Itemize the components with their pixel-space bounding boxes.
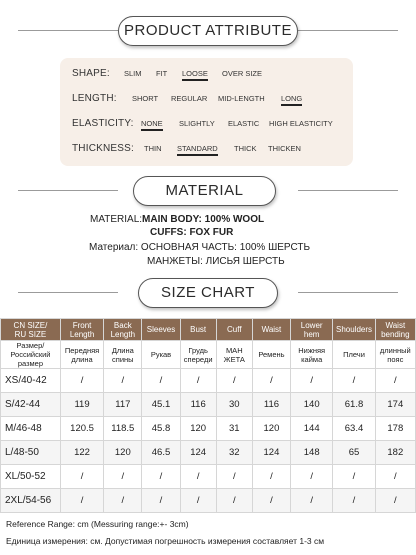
measurement-cell: / [60,465,103,489]
column-header-ru: Рукав [142,341,180,369]
measurement-cell: / [180,489,216,513]
header-row-en [1,319,416,341]
table-row [1,417,416,441]
material-en-main-value: MAIN BODY: 100% WOOL [142,214,265,225]
measurement-cell: 61.8 [333,393,375,417]
material-ru-main [89,242,310,253]
size-cell: 2XL/54-56 [1,489,61,513]
column-header: Sleeves [142,319,180,341]
column-header-ru: Грудь спереди [180,341,216,369]
column-header: Waist [252,319,290,341]
measurement-cell: / [60,369,103,393]
attribute-label: LENGTH: [72,92,117,104]
column-header: Back Length [104,319,142,341]
measurement-cell: 124 [180,441,216,465]
attribute-option: SLIGHTLY [179,118,215,128]
measurement-cell: / [333,369,375,393]
header-row-ru [1,341,416,369]
attribute-option: REGULAR [171,93,208,103]
measurement-cell: / [333,489,375,513]
reference-range-en: Reference Range: cm (Messuring range:+- 3cm) [6,519,189,529]
measurement-cell: / [216,489,252,513]
material-ru-main-value: ОСНОВНАЯ ЧАСТЬ: 100% ШЕРСТЬ [140,242,311,253]
material-en-label: MATERIAL: [90,214,143,225]
table-row [1,369,416,393]
column-header-ru: Размер/ Российский размер [1,341,61,369]
measurement-cell: 117 [104,393,142,417]
measurement-cell: 120 [180,417,216,441]
measurement-cell: 174 [375,393,415,417]
column-header: Cuff [216,319,252,341]
measurement-cell: / [142,369,180,393]
size-cell: M/46-48 [1,417,61,441]
attribute-option: OVER SIZE [222,68,263,78]
measurement-cell: / [375,465,415,489]
measurement-cell: / [291,465,333,489]
measurement-cell: 120 [104,441,142,465]
measurement-cell: / [291,489,333,513]
attribute-section-header [0,16,416,46]
measurement-cell: 116 [252,393,290,417]
measurement-cell: 63.4 [333,417,375,441]
measurement-cell: 120.5 [60,417,103,441]
measurement-cell: / [104,465,142,489]
measurement-cell: 124 [252,441,290,465]
measurement-cell: 30 [216,393,252,417]
material-ru-label: Материал: [89,242,139,253]
attribute-label: THICKNESS: [72,142,135,154]
attribute-row-elasticity [72,116,333,130]
measurement-cell: 148 [291,441,333,465]
table-row [1,489,416,513]
header-rule-right [298,30,398,31]
measurement-cell: 118.5 [104,417,142,441]
material-en-cuffs-value: CUFFS: FOX FUR [150,227,234,238]
attribute-row-length [72,91,303,105]
table-row [1,441,416,465]
attribute-option: MID-LENGTH [218,93,265,103]
measurement-cell: 140 [291,393,333,417]
measurement-cell: 119 [60,393,103,417]
measurement-cell: 45.8 [142,417,180,441]
material-ru-cuffs-value: МАНЖЕТЫ: ЛИСЬЯ ШЕРСТЬ [147,256,285,267]
column-header-ru: Передняя длина [60,341,103,369]
measurement-cell: 120 [252,417,290,441]
table-row [1,393,416,417]
header-rule-right [298,292,398,293]
measurement-cell: / [104,369,142,393]
measurement-cell: 32 [216,441,252,465]
measurement-cell: 144 [291,417,333,441]
attribute-option: THICKEN [268,143,301,153]
column-header-ru: длинный пояс [375,341,415,369]
measurement-cell: / [104,489,142,513]
column-header: Waist bending [375,319,415,341]
column-header-ru: МАН ЖЕТА [216,341,252,369]
attribute-option-selected: LONG [281,93,303,103]
material-title: MATERIAL [133,176,276,206]
measurement-cell: 31 [216,417,252,441]
attribute-option: THIN [144,143,162,153]
material-en-main [90,214,264,225]
attribute-option: ELASTIC [228,118,260,128]
measurement-cell: 116 [180,393,216,417]
measurement-cell: 46.5 [142,441,180,465]
attribute-row-shape [72,66,263,80]
measurement-cell: / [142,489,180,513]
measurement-cell: / [180,369,216,393]
attribute-option: HIGH ELASTICITY [269,118,333,128]
measurement-cell: 122 [60,441,103,465]
table-body [1,369,416,513]
measurement-cell: / [180,465,216,489]
material-en-cuffs [150,227,233,238]
attribute-option-selected: STANDARD [177,143,218,153]
attribute-option: FIT [156,68,168,78]
size-cell: XL/50-52 [1,465,61,489]
column-header: Bust [180,319,216,341]
attribute-label: ELASTICITY: [72,117,134,129]
attribute-option-selected: LOOSE [182,68,208,78]
measurement-cell: / [375,369,415,393]
size-chart-title: SIZE CHART [138,278,278,308]
measurement-cell: 65 [333,441,375,465]
size-chart-section-header [0,278,416,308]
measurement-cell: / [216,465,252,489]
size-cell: L/48-50 [1,441,61,465]
column-header-ru: Плечи [333,341,375,369]
measurement-cell: / [216,369,252,393]
measurement-cell: 182 [375,441,415,465]
attribute-label: SHAPE: [72,67,110,79]
measurement-cell: / [291,369,333,393]
size-cell: S/42-44 [1,393,61,417]
measurement-cell: 178 [375,417,415,441]
size-cell: XS/40-42 [1,369,61,393]
attribute-row-thickness [72,141,301,155]
header-rule-left [18,190,118,191]
column-header: CN SIZE/ RU SIZE [1,319,61,341]
header-rule-right [298,190,398,191]
attribute-panel [60,58,353,166]
attribute-option-selected: NONE [141,118,163,128]
size-chart-table [0,318,416,513]
column-header-ru: Длина спины [104,341,142,369]
measurement-cell: 45.1 [142,393,180,417]
attribute-title: PRODUCT ATTRIBUTE [118,16,298,46]
column-header: Lower hem [291,319,333,341]
column-header-ru: Нижняя кайма [291,341,333,369]
measurement-cell: / [142,465,180,489]
measurement-cell: / [252,465,290,489]
measurement-cell: / [60,489,103,513]
reference-range-ru: Единица измерения: см. Допустимая погрешность измерения составляет 1-3 см [6,536,325,546]
measurement-cell: / [252,489,290,513]
measurement-cell: / [333,465,375,489]
material-section-header [0,176,416,206]
measurement-cell: / [252,369,290,393]
column-header: Front Length [60,319,103,341]
table-row [1,465,416,489]
attribute-option: THICK [234,143,257,153]
column-header: Shoulders [333,319,375,341]
header-rule-left [18,30,118,31]
column-header-ru: Ремень [252,341,290,369]
header-rule-left [18,292,118,293]
material-ru-cuffs [147,256,285,267]
measurement-cell: / [375,489,415,513]
attribute-option: SHORT [132,93,159,103]
attribute-option: SLIM [124,68,142,78]
